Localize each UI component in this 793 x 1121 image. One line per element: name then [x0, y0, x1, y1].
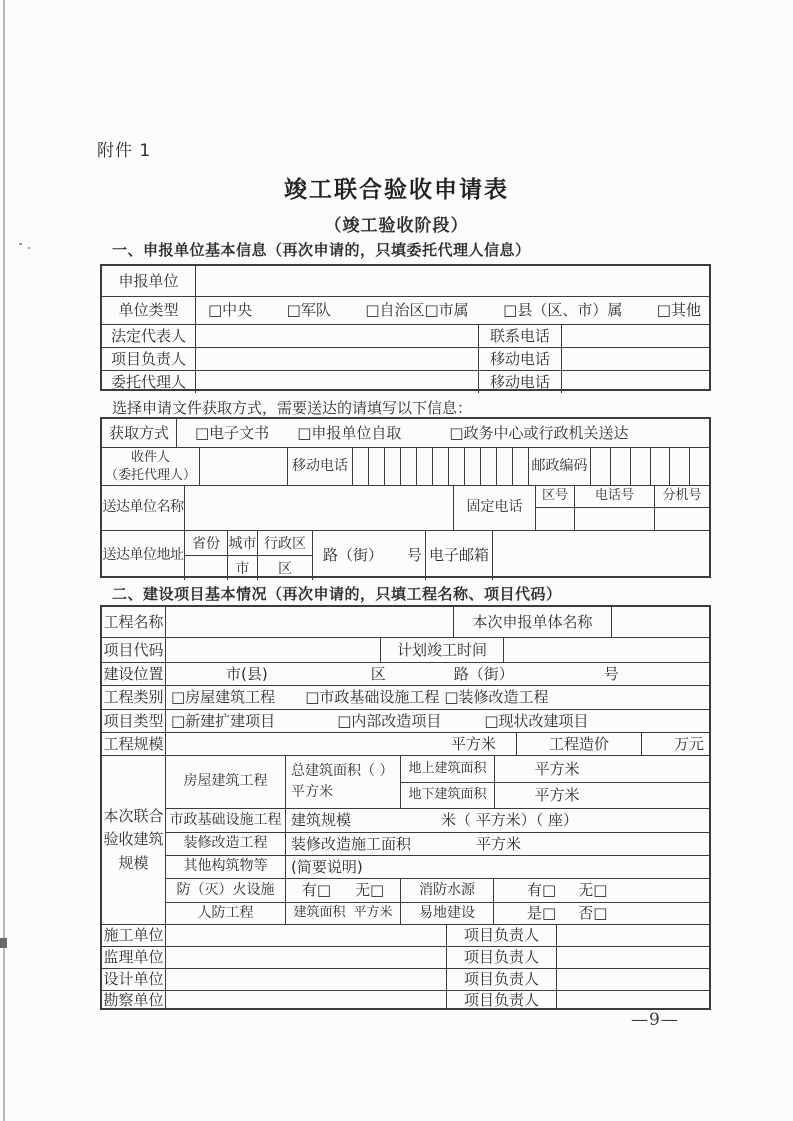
table-row [102, 732, 709, 755]
location-label: 建设位置 [103, 664, 164, 683]
other-structures-note-cell: (简要说明) [285, 856, 709, 878]
district-label: 行政区 [264, 536, 306, 552]
project-category-options-cell [165, 686, 709, 709]
civil-defense-label: 人防工程 [197, 904, 254, 921]
other-structures-label: 其他构筑物等 [183, 858, 268, 875]
unit-type-options-cell [195, 297, 709, 324]
checkbox-electronic-document: □电子文书 [195, 423, 270, 442]
road-label: 路（街） [323, 546, 384, 565]
recipient-value-cell [199, 448, 287, 485]
mobile-tel-label: 移动电话 [478, 348, 561, 370]
checkbox-other-unit-type: □其他 [656, 301, 701, 320]
acquire-method-label: 获取方式 [108, 423, 169, 442]
digit-cell [432, 448, 448, 485]
extension-value-cell [654, 508, 709, 530]
table-row [102, 685, 709, 709]
delivery-unit-name-label: 送达单位名称 [102, 499, 184, 516]
road-no-label: 号 [407, 546, 423, 565]
project-category-label: 工程类别 [103, 688, 164, 707]
table-row [102, 607, 709, 637]
postcode-digit-grid [590, 448, 709, 485]
above-ground-unit-cell: 平方米 [494, 756, 709, 782]
offsite-construction-label: 易地建设 [400, 903, 493, 924]
supervision-unit-label: 监理单位 [103, 948, 164, 967]
scan-speck [28, 247, 30, 249]
design-unit-value-cell [165, 969, 446, 990]
applicant-info-table [100, 264, 711, 391]
checkbox-self-pickup: □申报单位自取 [297, 423, 402, 442]
digit-cell [591, 448, 610, 485]
checkbox-housing-construction: □房屋建筑工程 [171, 688, 276, 707]
table-row [102, 485, 709, 530]
below-ground-area-label: 地下建筑面积 [408, 787, 487, 803]
project-code-label: 项目代码 [103, 640, 164, 659]
digit-cell [480, 448, 496, 485]
renovation-area-cell [285, 833, 709, 855]
survey-pm-label: 项目负责人 [446, 991, 556, 1010]
housing-construction-row [166, 756, 709, 808]
digit-cell [353, 448, 368, 485]
design-pm-label: 项目负责人 [446, 969, 556, 990]
project-type-options-cell [165, 710, 709, 732]
joint-acceptance-scale-rows [165, 756, 709, 924]
civil-defense-area-cell [285, 903, 400, 924]
page-number: —9— [631, 1010, 679, 1030]
recipient-label: 收件人 （委托代理人） [104, 449, 196, 483]
digit-cell [610, 448, 630, 485]
table-row [102, 296, 709, 324]
checkbox-fire-facility-no: 无□ [355, 881, 385, 900]
checkbox-renovation-project: □装修改造工程 [444, 688, 549, 707]
location-road-label: 路（街） [453, 664, 514, 683]
municipal-infrastructure-label: 市政基础设施工程 [169, 811, 282, 828]
scan-edge-line [3, 0, 5, 1121]
renovation-area-label: 装修改造施工面积 [291, 834, 412, 853]
city-suffix-label: 市 [228, 555, 257, 580]
area-code-value-cell [536, 508, 574, 530]
survey-unit-label: 勘察单位 [103, 991, 164, 1009]
supervision-pm-value-cell [556, 947, 709, 968]
digit-cell [669, 448, 689, 485]
municipal-scale-cell [285, 809, 709, 832]
table-row [102, 968, 709, 990]
agent-mobile-label: 移动电话 [478, 371, 561, 393]
city-cell [227, 531, 257, 580]
checkbox-military: □军队 [286, 301, 331, 320]
checkbox-offsite-yes: 是□ [527, 904, 557, 923]
contact-tel-label: 联系电话 [478, 325, 561, 347]
table-row [102, 530, 709, 580]
construction-unit-value-cell [165, 925, 446, 946]
ground-area-cells [400, 756, 709, 808]
mobile-tel-value-cell [561, 348, 709, 370]
landline-value-row [536, 507, 709, 530]
checkbox-government-center-delivery: □政务中心或行政机关送达 [449, 423, 629, 442]
project-cost-label: 工程造价 [516, 733, 641, 755]
planned-completion-value-cell [503, 638, 709, 662]
fire-facility-options-cell [285, 879, 400, 902]
checkbox-county-district-city: □县（区、市）属 [503, 301, 623, 320]
planned-completion-label: 计划竣工时间 [380, 638, 503, 662]
delivery-info-table [100, 417, 711, 578]
digit-cell [368, 448, 384, 485]
checkbox-internal-renovation: □内部改造项目 [337, 711, 442, 730]
scan-speck [19, 243, 22, 245]
unit-type-label: 单位类型 [118, 301, 179, 320]
delivery-intro-text: 选择申请文件获取方式，需要送达的请填写以下信息： [112, 399, 473, 417]
section1-heading: 一、申报单位基本信息（再次申请的，只填委托代理人信息） [112, 241, 531, 259]
checkbox-offsite-no: 否□ [578, 904, 608, 923]
project-scale-unit-cell: 平方米 [165, 733, 516, 755]
checkbox-municipal-infrastructure: □市政基础设施工程 [305, 688, 440, 707]
checkbox-new-expansion: □新建扩建项目 [171, 711, 276, 730]
municipal-scale-unit: 米（ 平方米）（ 座） [441, 811, 579, 830]
province-label: 省份 [192, 536, 220, 552]
project-info-table [100, 605, 711, 1010]
tel-number-label: 电话号 [574, 486, 654, 507]
table-row [102, 946, 709, 968]
joint-acceptance-scale-label: 本次联合 验收建筑 规模 [103, 807, 164, 872]
location-district-label: 区 [370, 664, 386, 683]
delivery-unit-address-label: 送达单位地址 [102, 546, 184, 563]
municipal-infrastructure-row [166, 808, 709, 832]
declare-unit-value-cell [195, 266, 709, 296]
supervision-unit-value-cell [165, 947, 446, 968]
section2-heading: 二、建设项目基本情况（再次申请的，只填工程名称、项目代码） [112, 585, 562, 603]
renovation-label: 装修改造工程 [183, 835, 268, 852]
above-ground-area-label: 地上建筑面积 [408, 760, 487, 776]
unit-this-declaration-value-cell [611, 607, 709, 637]
survey-unit-value-cell [165, 991, 446, 1010]
fire-facility-row [166, 878, 709, 902]
fire-facility-label: 防（灭）火设施 [176, 881, 275, 898]
location-number-label: 号 [603, 664, 619, 683]
checkbox-fire-water-yes: 有□ [527, 881, 557, 900]
digit-cell [650, 448, 670, 485]
email-value-cell [492, 531, 709, 580]
recipient-mobile-label: 移动电话 [287, 448, 352, 485]
joint-acceptance-scale-group [102, 755, 709, 924]
tel-number-value-cell [574, 508, 654, 530]
district-cell [257, 531, 312, 580]
landline-number-grid [535, 486, 709, 530]
total-floor-area-cell: 总建筑面积（ ） 平方米 [285, 756, 400, 808]
civil-defense-area-unit: 平方米 [353, 905, 393, 921]
fire-water-source-label: 消防水源 [400, 879, 493, 902]
landline-label: 固定电话 [453, 486, 535, 530]
attachment-label: 附件 1 [97, 141, 152, 161]
project-type-label: 项目类型 [103, 711, 164, 730]
agent-mobile-value-cell [561, 371, 709, 393]
area-code-label: 区号 [541, 488, 568, 504]
digit-cell [448, 448, 464, 485]
municipal-scale-label: 建筑规模 [291, 811, 352, 830]
city-label: 城市 [228, 536, 257, 552]
project-scale-label: 工程规模 [103, 734, 164, 753]
table-row [102, 370, 709, 393]
other-structures-row [166, 855, 709, 878]
table-row [102, 637, 709, 662]
entrusted-agent-label: 委托代理人 [110, 372, 186, 391]
delivery-unit-name-value-cell [184, 486, 453, 530]
acquire-method-options-cell [176, 419, 709, 447]
above-ground-row [401, 756, 709, 782]
project-manager-value-cell [195, 348, 478, 370]
legal-representative-label: 法定代表人 [110, 326, 186, 345]
project-code-value-cell [165, 638, 380, 662]
province-cell [184, 531, 227, 580]
digit-cell [416, 448, 432, 485]
form-subtitle: （竣工验收阶段） [324, 216, 469, 236]
declare-unit-label: 申报单位 [118, 271, 179, 290]
construction-pm-label: 项目负责人 [446, 925, 556, 946]
table-row [102, 709, 709, 732]
district-suffix-label: 区 [258, 555, 312, 580]
checkbox-fire-facility-yes: 有□ [301, 881, 331, 900]
digit-cell [384, 448, 400, 485]
landline-header-row [536, 486, 709, 507]
table-row [102, 324, 709, 347]
location-value-cell [165, 663, 709, 685]
table-row [102, 662, 709, 685]
table-row [102, 266, 709, 296]
housing-construction-label: 房屋建筑工程 [183, 773, 268, 790]
design-pm-value-cell [556, 969, 709, 990]
checkbox-status-rebuild: □现状改建项目 [484, 711, 589, 730]
province-value-cell [185, 555, 227, 580]
checkbox-fire-water-no: 无□ [578, 881, 608, 900]
unit-this-declaration-label: 本次申报单体名称 [453, 607, 611, 637]
offsite-options-cell [493, 903, 709, 924]
email-label: 电子邮箱 [425, 531, 492, 580]
form-title: 竣工联合验收申请表 [284, 177, 509, 203]
scan-artifact-dash [0, 938, 7, 948]
supervision-pm-label: 项目负责人 [446, 947, 556, 968]
digit-cell [400, 448, 416, 485]
survey-pm-value-cell [556, 991, 709, 1010]
table-row [102, 990, 709, 1010]
digit-cell [496, 448, 512, 485]
extension-label: 分机号 [654, 486, 709, 507]
digit-cell [689, 448, 709, 485]
project-name-label: 工程名称 [103, 612, 164, 631]
project-manager-label: 项目负责人 [110, 349, 186, 368]
project-cost-unit-cell: 万元 [641, 733, 709, 755]
checkbox-central: □中央 [208, 301, 253, 320]
table-row [102, 447, 709, 485]
renovation-area-unit: 平方米 [476, 834, 522, 853]
below-ground-unit-cell: 平方米 [494, 783, 709, 808]
digit-cell [512, 448, 528, 485]
digit-cell [464, 448, 480, 485]
entrusted-agent-value-cell [195, 371, 478, 393]
construction-unit-label: 施工单位 [103, 926, 164, 945]
civil-defense-row [166, 902, 709, 924]
legal-representative-value-cell [195, 325, 478, 347]
postcode-label: 邮政编码 [528, 448, 590, 485]
fire-water-options-cell [493, 879, 709, 902]
mobile-digit-grid [352, 448, 528, 485]
contact-tel-value-cell [561, 325, 709, 347]
design-unit-label: 设计单位 [103, 970, 164, 989]
below-ground-row [401, 782, 709, 808]
table-row [102, 419, 709, 447]
project-name-value-cell [165, 607, 453, 637]
checkbox-autonomous-region-municipal: □自治区□市属 [365, 301, 469, 320]
table-row [102, 924, 709, 946]
table-row [102, 347, 709, 370]
location-city-label: 市(县) [226, 664, 268, 683]
road-number-cell [312, 531, 425, 580]
digit-cell [630, 448, 650, 485]
renovation-row [166, 832, 709, 855]
construction-pm-value-cell [556, 925, 709, 946]
civil-defense-area-label: 建筑面积 [293, 905, 346, 921]
